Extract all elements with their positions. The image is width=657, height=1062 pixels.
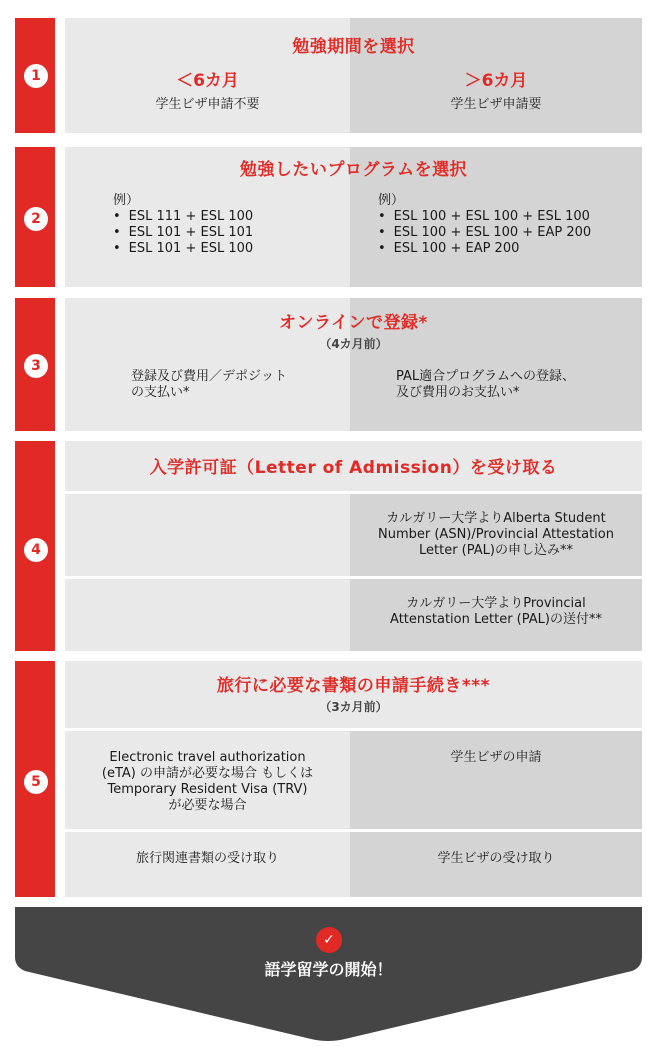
list-item: • ESL 101 + ESL 101	[113, 225, 343, 241]
pal-delivery-line: カルガリー大学よりProvincial	[406, 596, 586, 611]
step-5	[15, 661, 642, 897]
list-item: • ESL 100 + ESL 100 + ESL 100	[378, 209, 640, 225]
duration-long: ＞6カ月	[464, 71, 528, 91]
list-item: • ESL 101 + ESL 100	[113, 241, 343, 257]
step-number-bar	[15, 298, 55, 431]
step-body	[65, 441, 642, 651]
travel-documents-receipt: 旅行関連書類の受け取り	[135, 851, 279, 866]
student-visa-application: 学生ビザの申請	[450, 750, 542, 765]
example-label: 例）	[113, 193, 140, 208]
step-number: 3	[24, 354, 48, 378]
final-label: 語学留学の開始！	[264, 960, 393, 979]
pal-delivery-line: Attenstation Letter (PAL)の送付**	[390, 612, 602, 627]
step-subtitle: （4カ月前）	[319, 337, 388, 351]
step-body	[65, 18, 642, 133]
asn-application-line: Letter (PAL)の申し込み**	[419, 543, 573, 558]
step-subtitle: （3カ月前）	[319, 700, 388, 714]
check-icon: ✓	[316, 927, 342, 953]
list-item: • ESL 100 + EAP 200	[378, 241, 640, 257]
step-number-bar	[15, 147, 55, 287]
panel-left	[65, 494, 350, 576]
eta-trv-line: Temporary Resident Visa (TRV)	[107, 782, 308, 797]
visa-required: 学生ビザ申請要	[450, 97, 542, 112]
step-number: 5	[24, 770, 48, 794]
example-label: 例）	[378, 193, 405, 208]
step-number: 1	[24, 64, 48, 88]
step-4	[15, 441, 642, 651]
step-body	[65, 147, 642, 287]
step-2	[15, 147, 642, 287]
duration-short: ＜6カ月	[176, 71, 239, 91]
asn-application-line: カルガリー大学よりAlberta Student	[386, 511, 606, 526]
visa-not-required: 学生ビザ申請不要	[155, 97, 260, 112]
registration-text-line: 登録及び費用／デポジット	[131, 369, 288, 384]
step-1	[15, 18, 642, 133]
step-body	[65, 298, 642, 431]
step-title: 旅行に必要な書類の申請手続き***	[216, 676, 491, 696]
list-item: • ESL 100 + ESL 100 + EAP 200	[378, 225, 640, 241]
step-3	[15, 298, 642, 431]
step-number-bar	[15, 661, 55, 897]
registration-text-line: の支払い*	[131, 385, 190, 400]
program-list-long	[378, 209, 640, 257]
step-title: 勉強期間を選択	[292, 37, 415, 57]
pal-registration-text-line: 及び費用のお支払い*	[396, 385, 520, 400]
step-number-bar	[15, 18, 55, 133]
panel-right	[350, 731, 642, 829]
step-number-bar	[15, 441, 55, 651]
step-body	[65, 661, 642, 897]
eta-trv-line: (eTA) の申請が必要な場合 もしくは	[101, 766, 314, 781]
step-number: 2	[24, 207, 48, 231]
step-number: 4	[24, 538, 48, 562]
program-list-short	[113, 209, 343, 257]
pal-registration-text-line: PAL適合プログラムへの登録、	[396, 369, 576, 384]
step-title: 入学許可証（Letter of Admission）を受け取る	[149, 458, 558, 478]
panel-left	[65, 579, 350, 651]
student-visa-receipt: 学生ビザの受け取り	[437, 851, 555, 866]
step-title: オンラインで登録*	[279, 313, 428, 333]
list-item: • ESL 111 + ESL 100	[113, 209, 343, 225]
eta-trv-line: が必要な場合	[168, 798, 247, 813]
asn-application-line: Number (ASN)/Provincial Attestation	[378, 527, 614, 542]
final-arrow	[15, 907, 642, 1042]
step-title: 勉強したいプログラムを選択	[239, 160, 468, 180]
eta-trv-line: Electronic travel authorization	[109, 750, 306, 765]
